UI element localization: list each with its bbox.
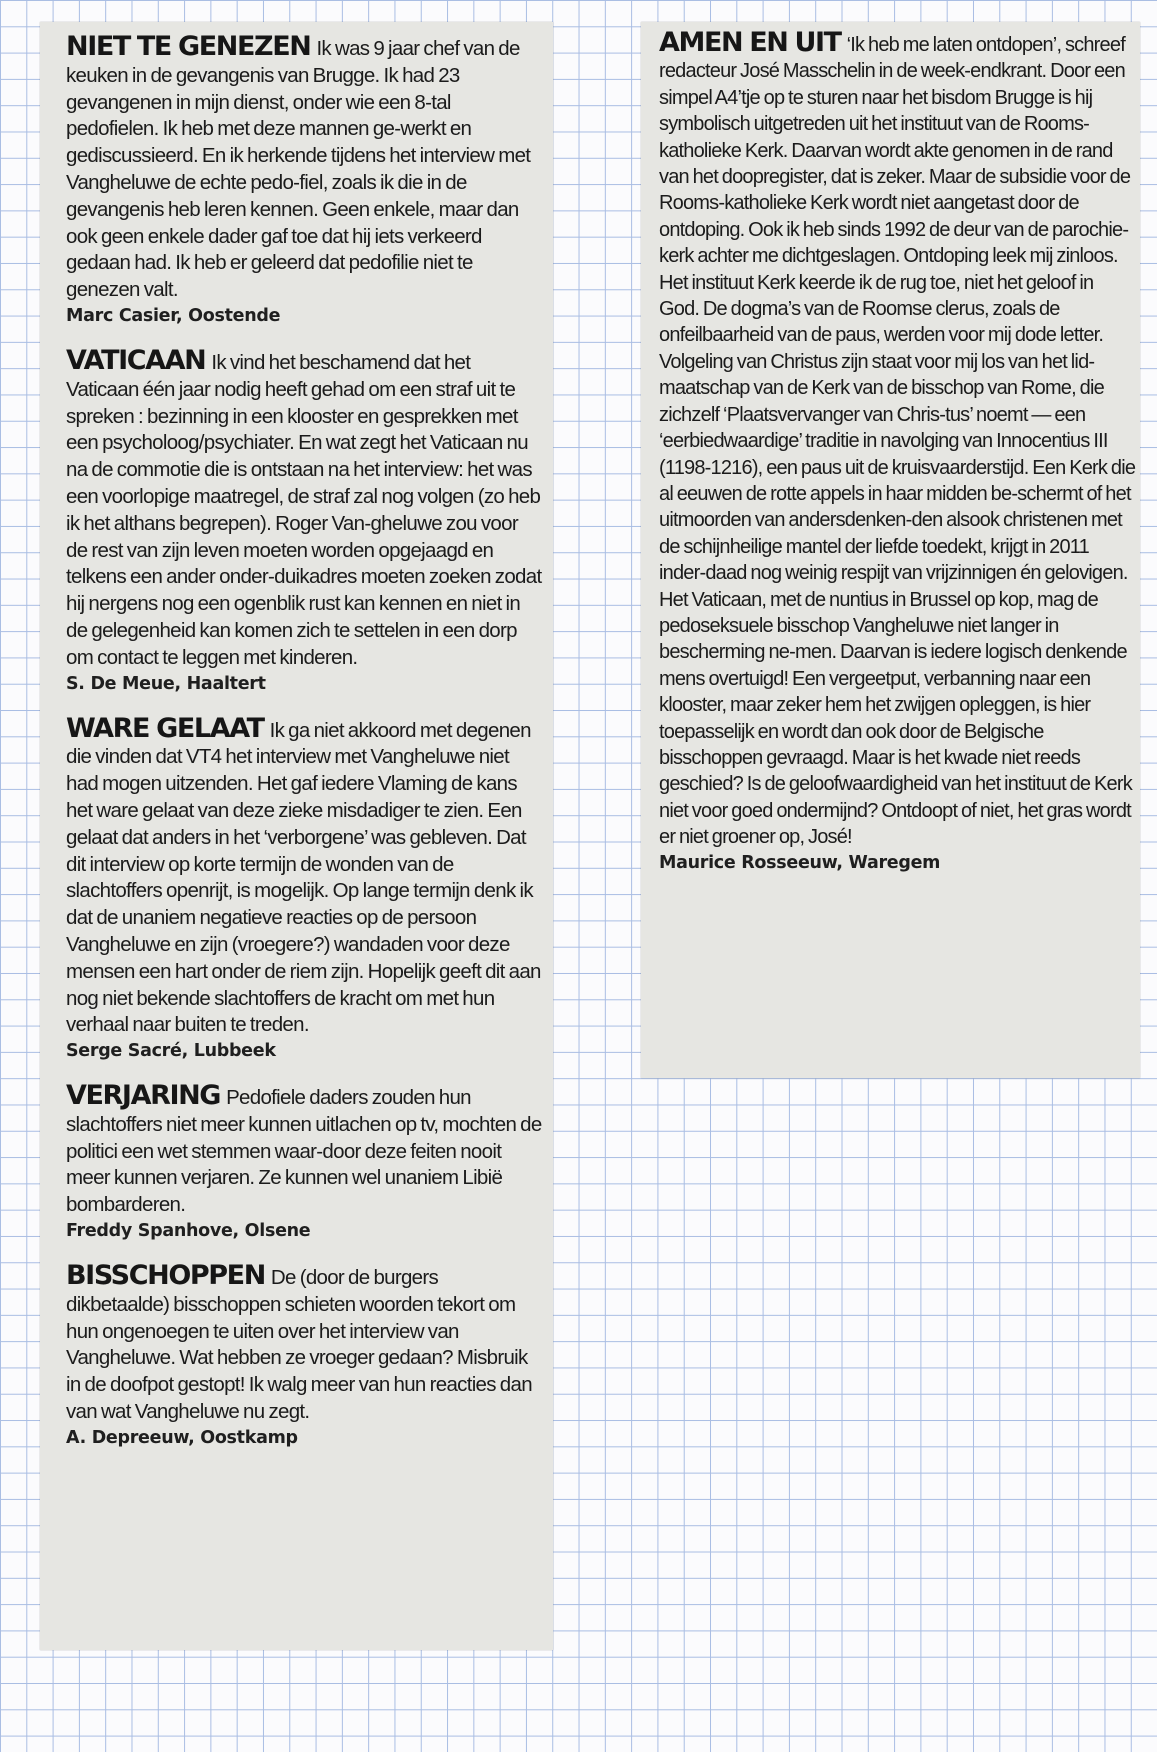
letter-author: A. Depreeuw, Oostkamp	[66, 1427, 298, 1448]
letter-author: Serge Sacré, Lubbeek	[66, 1041, 276, 1062]
letter-vaticaan	[66, 344, 543, 696]
letter-text: Ik vind het beschamend dat het Vaticaan één jaar nodig heeft gehad om een straf uit te spreken : bezinning in een klooster en gesprekken met een psycholoog/psychiater. En wat zegt het Vaticaan nu na de commotie die is ontstaan na het interview: het was een voorlopige maatregel, de straf zal nog volgen (zo heb ik het althans begrepen). Roger Van-gheluwe zou voor de rest van zijn leven moeten worden opgejaagd en telkens een ander onder-duikadres moeten zoeken zodat hij nergens nog een ogenblik rust kan kennen en niet in de gelegenheid kan komen zich te settelen in een dorp om contact te leggen met kinderen.	[66, 350, 542, 669]
letter-ware-gelaat	[66, 712, 543, 1064]
letter-amen-en-uit	[659, 27, 1136, 875]
letter-body	[66, 1080, 543, 1219]
letter-body	[659, 27, 1136, 851]
letter-niet-te-genezen	[66, 31, 543, 328]
letter-heading: VERJARING	[66, 1080, 221, 1112]
newspaper-clipping-right	[641, 22, 1140, 1078]
letter-author: Maurice Rosseeuw, Waregem	[659, 852, 941, 873]
letter-text: Pedofiele daders zouden hun slachtoffers niet meer kunnen uitlachen op tv, mochten de politici een wet stemmen waar-door deze feiten nooit meer kunnen verjaren. Ze kunnen wel unaniem Libië bombarderen.	[66, 1086, 542, 1217]
letter-heading: NIET TE GENEZEN	[66, 31, 311, 62]
newspaper-clipping-left	[40, 22, 553, 1650]
letter-heading: BISSCHOPPEN	[66, 1260, 265, 1292]
letter-author: Marc Casier, Oostende	[66, 305, 281, 326]
letter-heading: AMEN EN UIT	[659, 27, 841, 58]
letter-text: ‘Ik heb me laten ontdopen’, schreef redacteur José Masschelin in de week-endkrant. Door een simpel A4’tje op te sturen naar het bisdom Brugge is hij symbolisch uitgetreden uit het instituut van de Rooms-katholieke Kerk. Daarvan wordt akte genomen in de rand van het doopregister, dat is zeker. Maar de subsidie voor de Rooms-katholieke Kerk wordt niet aangetast door de ontdoping. Ook ik heb sinds 1992 de deur van de parochie-kerk achter me dichtgeslagen. Ontdoping leek mij zinloos. Het instituut Kerk keerde ik de rug toe, niet het geloof in God. De dogma’s van de Roomse clerus, zoals de onfeilbaarheid van de paus, werden voor mij dode letter. Volgeling van Christus zijn staat voor mij los van het lid-maatschap van de Kerk van de bisschop van Rome, die zichzelf ‘Plaatsvervanger van Chris-tus’ noemt — een ‘eerbiedwaardige’ traditie in navolging van Innocentius III (1198-1216), een paus uit de kruisvaarderstijd. Een Kerk die al eeuwen de rotte appels in haar midden be-schermt of het uitmoorden van andersdenken-den alsook christenen met de schijnheilige mantel der liefde toedekt, krijgt in 2011 inder-daad nog weinig respijt van vrijzinnigen én gelovigen. Het Vaticaan, met de nuntius in Brussel op kop, mag de pedoseksuele bisschop Vangheluwe niet langer in bescherming ne-men. Daarvan is iedere logisch denkende mens overtuigd! Een vergeetput, verbanning naar een klooster, maar zeker hem het zwijgen opleggen, is hier toepasselijk en wordt dan ook door de Belgische bisschoppen gevraagd. Maar is het kwade niet reeds geschied? Is de geloofwaardigheid van het instituut de Kerk niet voor goed ondermijnd? Ontdoopt of niet, het gras wordt er niet groener op, José!	[659, 34, 1136, 849]
letter-text: Ik ga niet akkoord met degenen die vinden dat VT4 het interview met Vangheluwe niet had mogen uitzenden. Het gaf iedere Vlaming de kans het ware gelaat van deze zieke misdadiger te zien. Een gelaat dat anders in het ‘verborgene’ was gebleven. Dat dit interview op korte termijn de wonden van de slachtoffers openrijt, is mogelijk. Op lange termijn denk ik dat de unaniem negatieve reacties op de persoon Vangheluwe en zijn (vroegere?) wandaden voor deze mensen een hart onder de riem zijn. Hopelijk geeft dit aan nog niet bekende slachtoffers de kracht om met hun verhaal naar buiten te treden.	[66, 718, 541, 1037]
letter-heading: VATICAAN	[66, 344, 206, 376]
letter-body	[66, 712, 543, 1040]
letter-author: S. De Meue, Haaltert	[66, 673, 266, 694]
letter-author: Freddy Spanhove, Olsene	[66, 1221, 311, 1242]
letter-text: De (door de burgers dikbetaalde) bisschoppen schieten woorden tekort om hun ongenoegen te uiten over het interview van Vangheluwe. Wat hebben ze vroeger gedaan? Misbruik in de doofpot gestopt! Ik walg meer van hun reacties dan van wat Vangheluwe nu zegt.	[66, 1266, 532, 1424]
letter-body	[66, 31, 543, 304]
letter-bisschoppen	[66, 1260, 543, 1450]
letter-heading: WARE GELAAT	[66, 712, 264, 744]
letter-verjaring	[66, 1080, 543, 1243]
letter-body	[66, 344, 543, 672]
letter-text: Ik was 9 jaar chef van de keuken in de gevangenis van Brugge. Ik had 23 gevangenen in mijn dienst, onder wie een 8-tal pedofielen. Ik heb met deze mannen ge-werkt en gediscussieerd. En ik herkende tijdens het interview met Vangheluwe de echte pedo-fiel, zoals ik die in de gevangenis heb leren kennen. Geen enkele, maar dan ook geen enkele dader gaf toe dat hij iets verkeerd gedaan had. Ik heb er geleerd dat pedofilie niet te genezen valt.	[66, 37, 531, 302]
letter-body	[66, 1260, 543, 1426]
